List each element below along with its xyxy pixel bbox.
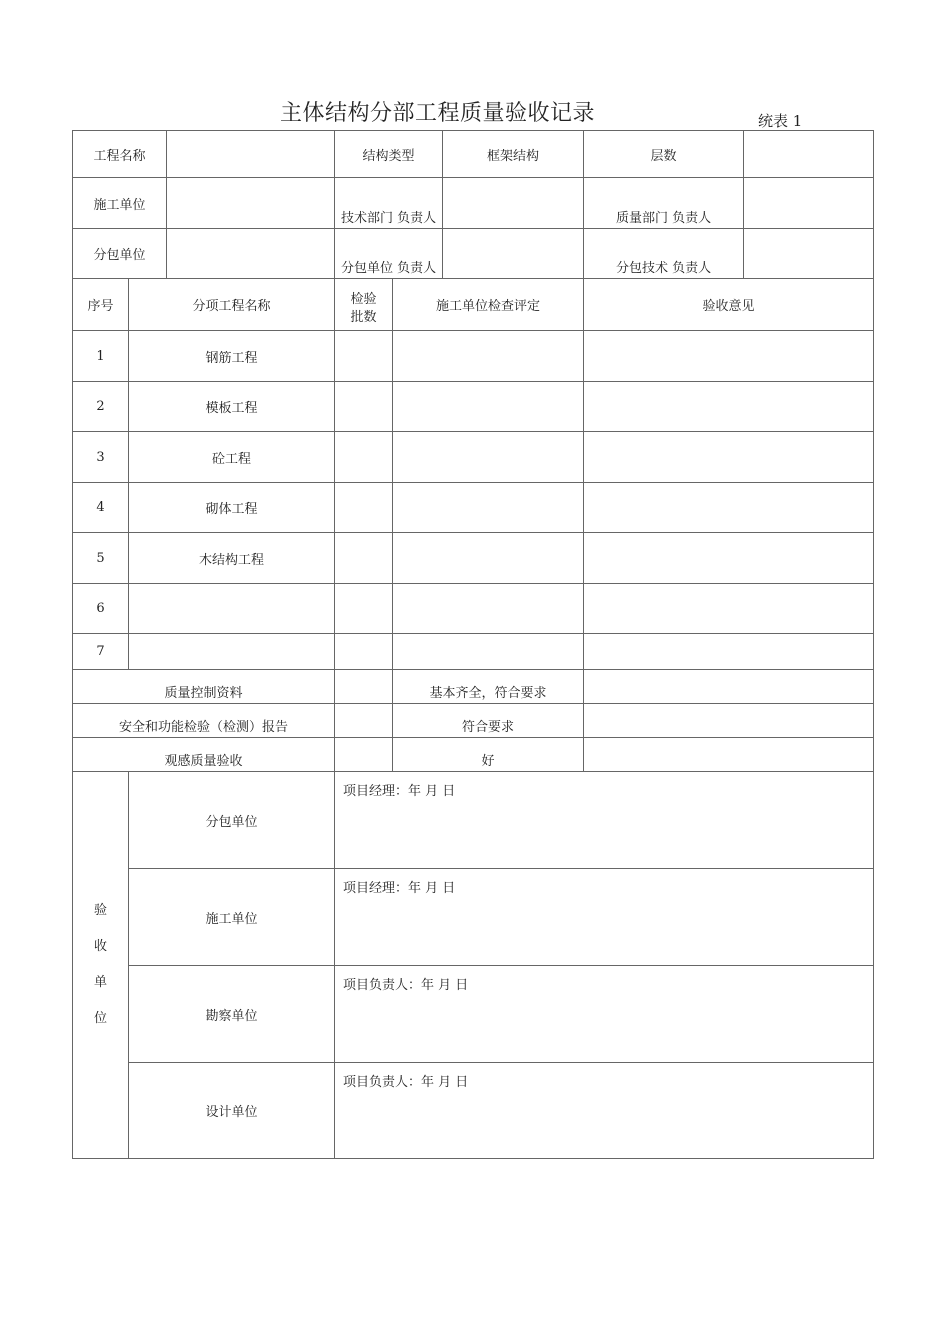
sub-tech-head-field[interactable] bbox=[744, 229, 874, 279]
table-row bbox=[73, 533, 874, 584]
col-batch-count-header bbox=[335, 279, 393, 331]
acceptance-field[interactable] bbox=[584, 483, 874, 533]
table-row bbox=[73, 584, 874, 634]
tech-dept-head-label: 技术部门 负责人 bbox=[335, 178, 443, 229]
item-no: 3 bbox=[73, 432, 129, 483]
item-no: 1 bbox=[73, 331, 129, 382]
unit-name: 设计单位 bbox=[129, 1063, 335, 1159]
contractor-label: 施工单位 bbox=[73, 178, 167, 229]
summary-evaluation: 符合要求 bbox=[393, 704, 584, 738]
col-batch-count-line1: 检验 bbox=[350, 291, 377, 307]
batch-count-field[interactable] bbox=[335, 584, 393, 634]
item-no: 6 bbox=[73, 584, 129, 634]
unit-sign-field[interactable]: 项目负责人：年 月 日 bbox=[335, 1063, 874, 1159]
side-label-char: 验 bbox=[93, 903, 107, 918]
acceptance-field[interactable] bbox=[584, 634, 874, 670]
subcontractor-label: 分包单位 bbox=[73, 229, 167, 279]
table-row bbox=[73, 432, 874, 483]
acceptance-unit-row bbox=[73, 869, 874, 966]
unit-name: 分包单位 bbox=[129, 772, 335, 869]
summary-batch-field[interactable] bbox=[335, 670, 393, 704]
table-row bbox=[73, 331, 874, 382]
summary-row bbox=[73, 704, 874, 738]
self-check-field[interactable] bbox=[393, 634, 584, 670]
project-info-row bbox=[73, 131, 874, 178]
unit-sign-field[interactable]: 项目经理：年 月 日 bbox=[335, 772, 874, 869]
side-label-char: 单 bbox=[93, 975, 107, 990]
item-name: 木结构工程 bbox=[129, 533, 335, 584]
form-code: 统表 1 bbox=[758, 112, 803, 130]
item-name[interactable] bbox=[129, 634, 335, 670]
subcontractor-field[interactable] bbox=[167, 229, 335, 279]
acceptance-unit-row bbox=[73, 1063, 874, 1159]
col-self-check-header: 施工单位检查评定 bbox=[393, 279, 584, 331]
summary-acceptance-field[interactable] bbox=[584, 670, 874, 704]
item-no: 7 bbox=[73, 634, 129, 670]
summary-evaluation: 基本齐全，符合要求 bbox=[393, 670, 584, 704]
batch-count-field[interactable] bbox=[335, 533, 393, 584]
acceptance-record-table bbox=[72, 130, 874, 1159]
summary-batch-field[interactable] bbox=[335, 704, 393, 738]
acceptance-field[interactable] bbox=[584, 331, 874, 382]
acceptance-unit-row bbox=[73, 772, 874, 869]
self-check-field[interactable] bbox=[393, 584, 584, 634]
summary-acceptance-field[interactable] bbox=[584, 738, 874, 772]
side-label-char: 收 bbox=[93, 939, 107, 954]
acceptance-units-side-label bbox=[73, 772, 129, 1159]
acceptance-field[interactable] bbox=[584, 432, 874, 483]
project-name-label: 工程名称 bbox=[73, 131, 167, 178]
page-title: 主体结构分部工程质量验收记录 bbox=[280, 101, 596, 126]
quality-dept-head-field[interactable] bbox=[744, 178, 874, 229]
self-check-field[interactable] bbox=[393, 331, 584, 382]
batch-count-field[interactable] bbox=[335, 382, 393, 432]
batch-count-field[interactable] bbox=[335, 483, 393, 533]
unit-sign-field[interactable]: 项目经理：年 月 日 bbox=[335, 869, 874, 966]
self-check-field[interactable] bbox=[393, 533, 584, 584]
acceptance-field[interactable] bbox=[584, 382, 874, 432]
structure-type-field[interactable]: 框架结构 bbox=[443, 131, 584, 178]
floors-label: 层数 bbox=[584, 131, 744, 178]
self-check-field[interactable] bbox=[393, 382, 584, 432]
item-name: 砌体工程 bbox=[129, 483, 335, 533]
unit-sign-field[interactable]: 项目负责人：年 月 日 bbox=[335, 966, 874, 1063]
item-no: 5 bbox=[73, 533, 129, 584]
summary-label: 观感质量验收 bbox=[73, 738, 335, 772]
summary-row bbox=[73, 670, 874, 704]
summary-acceptance-field[interactable] bbox=[584, 704, 874, 738]
col-batch-count-line2: 批数 bbox=[350, 309, 377, 325]
item-name: 钢筋工程 bbox=[129, 331, 335, 382]
quality-dept-head-label: 质量部门 负责人 bbox=[584, 178, 744, 229]
item-no: 2 bbox=[73, 382, 129, 432]
table-row bbox=[73, 483, 874, 533]
subcontractor-row bbox=[73, 229, 874, 279]
self-check-field[interactable] bbox=[393, 483, 584, 533]
batch-count-field[interactable] bbox=[335, 331, 393, 382]
col-no-header: 序号 bbox=[73, 279, 129, 331]
self-check-field[interactable] bbox=[393, 432, 584, 483]
item-name[interactable] bbox=[129, 584, 335, 634]
structure-type-label: 结构类型 bbox=[335, 131, 443, 178]
sub-unit-head-field[interactable] bbox=[443, 229, 584, 279]
unit-name: 勘察单位 bbox=[129, 966, 335, 1063]
table-row bbox=[73, 634, 874, 670]
col-acceptance-header: 验收意见 bbox=[584, 279, 874, 331]
col-item-name-header: 分项工程名称 bbox=[129, 279, 335, 331]
summary-evaluation: 好 bbox=[393, 738, 584, 772]
floors-field[interactable] bbox=[744, 131, 874, 178]
batch-count-field[interactable] bbox=[335, 634, 393, 670]
unit-name: 施工单位 bbox=[129, 869, 335, 966]
column-header-row bbox=[73, 279, 874, 331]
summary-batch-field[interactable] bbox=[335, 738, 393, 772]
sub-unit-head-label: 分包单位 负责人 bbox=[335, 229, 443, 279]
project-name-field[interactable] bbox=[167, 131, 335, 178]
contractor-row bbox=[73, 178, 874, 229]
tech-dept-head-field[interactable] bbox=[443, 178, 584, 229]
contractor-field[interactable] bbox=[167, 178, 335, 229]
sub-tech-head-label: 分包技术 负责人 bbox=[584, 229, 744, 279]
acceptance-field[interactable] bbox=[584, 533, 874, 584]
acceptance-unit-row bbox=[73, 966, 874, 1063]
table-row bbox=[73, 382, 874, 432]
item-no: 4 bbox=[73, 483, 129, 533]
side-label-char: 位 bbox=[93, 1011, 107, 1026]
item-name: 模板工程 bbox=[129, 382, 335, 432]
item-name: 砼工程 bbox=[129, 432, 335, 483]
acceptance-field[interactable] bbox=[584, 584, 874, 634]
summary-label: 质量控制资料 bbox=[73, 670, 335, 704]
summary-label: 安全和功能检验（检测）报告 bbox=[73, 704, 335, 738]
batch-count-field[interactable] bbox=[335, 432, 393, 483]
summary-row bbox=[73, 738, 874, 772]
